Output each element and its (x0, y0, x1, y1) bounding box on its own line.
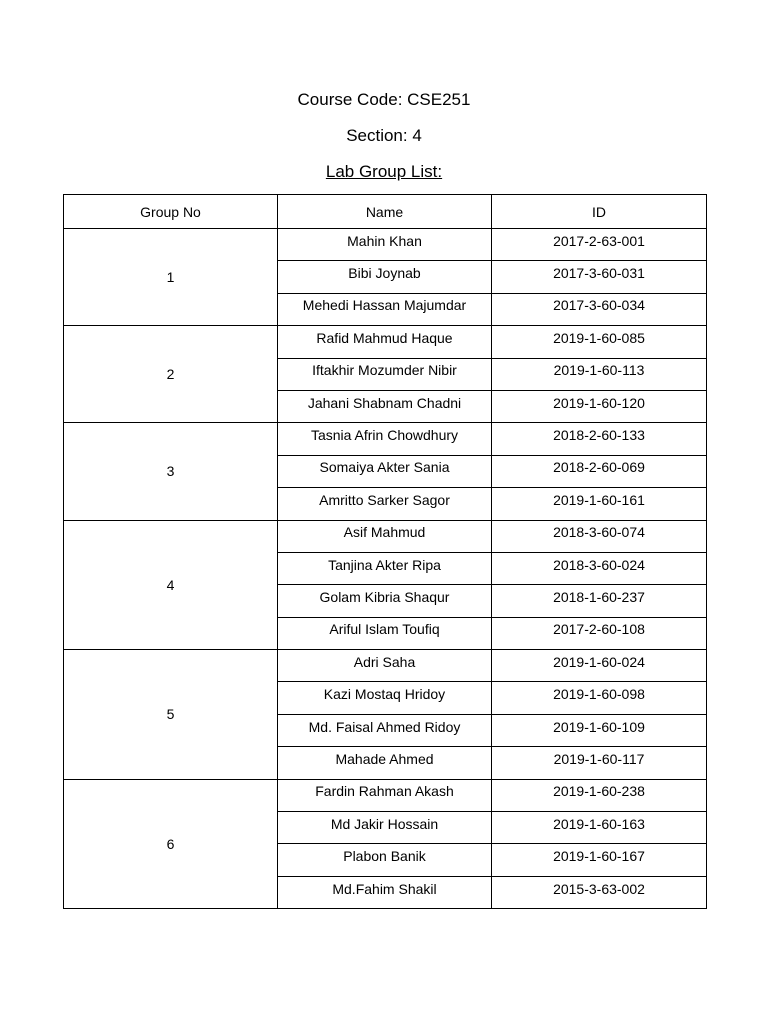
table-body (64, 229, 707, 909)
member-id-cell: 2019-1-60-167 (492, 844, 707, 876)
table-row (64, 520, 707, 552)
group-number-cell: 4 (64, 520, 278, 650)
member-id-cell: 2019-1-60-098 (492, 682, 707, 714)
member-name-cell: Md.Fahim Shakil (278, 876, 492, 908)
lab-group-list-title: Lab Group List: (325, 162, 443, 181)
member-name-cell: Iftakhir Mozumder Nibir (278, 358, 492, 390)
table-row (64, 229, 707, 261)
member-id-cell: 2019-1-60-024 (492, 650, 707, 682)
member-name-cell: Bibi Joynab (278, 261, 492, 293)
group-number-cell: 3 (64, 423, 278, 520)
member-id-cell: 2017-2-63-001 (492, 229, 707, 261)
member-id-cell: 2019-1-60-085 (492, 326, 707, 358)
member-name-cell: Amritto Sarker Sagor (278, 488, 492, 520)
member-id-cell: 2019-1-60-238 (492, 779, 707, 811)
member-name-cell: Ariful Islam Toufiq (278, 617, 492, 649)
member-name-cell: Rafid Mahmud Haque (278, 326, 492, 358)
member-name-cell: Asif Mahmud (278, 520, 492, 552)
course-code-heading: Course Code: CSE251 (297, 90, 471, 109)
table-header-row (64, 195, 707, 229)
member-id-cell: 2019-1-60-109 (492, 714, 707, 746)
member-id-cell: 2019-1-60-161 (492, 488, 707, 520)
lab-group-table (63, 194, 707, 909)
member-id-cell: 2018-2-60-069 (492, 455, 707, 487)
member-name-cell: Tasnia Afrin Chowdhury (278, 423, 492, 455)
member-id-cell: 2019-1-60-163 (492, 812, 707, 844)
section-heading: Section: 4 (346, 126, 422, 145)
member-name-cell: Jahani Shabnam Chadni (278, 390, 492, 422)
member-id-cell: 2015-3-63-002 (492, 876, 707, 908)
member-id-cell: 2019-1-60-117 (492, 747, 707, 779)
member-id-cell: 2018-3-60-074 (492, 520, 707, 552)
member-name-cell: Mahin Khan (278, 229, 492, 261)
member-name-cell: Mahade Ahmed (278, 747, 492, 779)
member-id-cell: 2017-3-60-031 (492, 261, 707, 293)
member-name-cell: Md Jakir Hossain (278, 812, 492, 844)
member-id-cell: 2019-1-60-120 (492, 390, 707, 422)
group-number-cell: 2 (64, 326, 278, 423)
table-row (64, 423, 707, 455)
group-number-cell: 6 (64, 779, 278, 909)
group-number-cell: 5 (64, 650, 278, 780)
member-name-cell: Md. Faisal Ahmed Ridoy (278, 714, 492, 746)
group-number-cell: 1 (64, 229, 278, 326)
member-name-cell: Fardin Rahman Akash (278, 779, 492, 811)
member-id-cell: 2018-2-60-133 (492, 423, 707, 455)
member-name-cell: Plabon Banik (278, 844, 492, 876)
member-name-cell: Kazi Mostaq Hridoy (278, 682, 492, 714)
table-row (64, 650, 707, 682)
member-name-cell: Golam Kibria Shaqur (278, 585, 492, 617)
table-row (64, 779, 707, 811)
member-id-cell: 2019-1-60-113 (492, 358, 707, 390)
member-id-cell: 2017-3-60-034 (492, 293, 707, 325)
member-name-cell: Mehedi Hassan Majumdar (278, 293, 492, 325)
member-id-cell: 2018-1-60-237 (492, 585, 707, 617)
table-row (64, 326, 707, 358)
column-header-name: Name (278, 195, 492, 229)
member-id-cell: 2018-3-60-024 (492, 552, 707, 584)
member-name-cell: Somaiya Akter Sania (278, 455, 492, 487)
column-header-group-no: Group No (64, 195, 278, 229)
member-name-cell: Tanjina Akter Ripa (278, 552, 492, 584)
member-name-cell: Adri Saha (278, 650, 492, 682)
member-id-cell: 2017-2-60-108 (492, 617, 707, 649)
column-header-id: ID (492, 195, 707, 229)
